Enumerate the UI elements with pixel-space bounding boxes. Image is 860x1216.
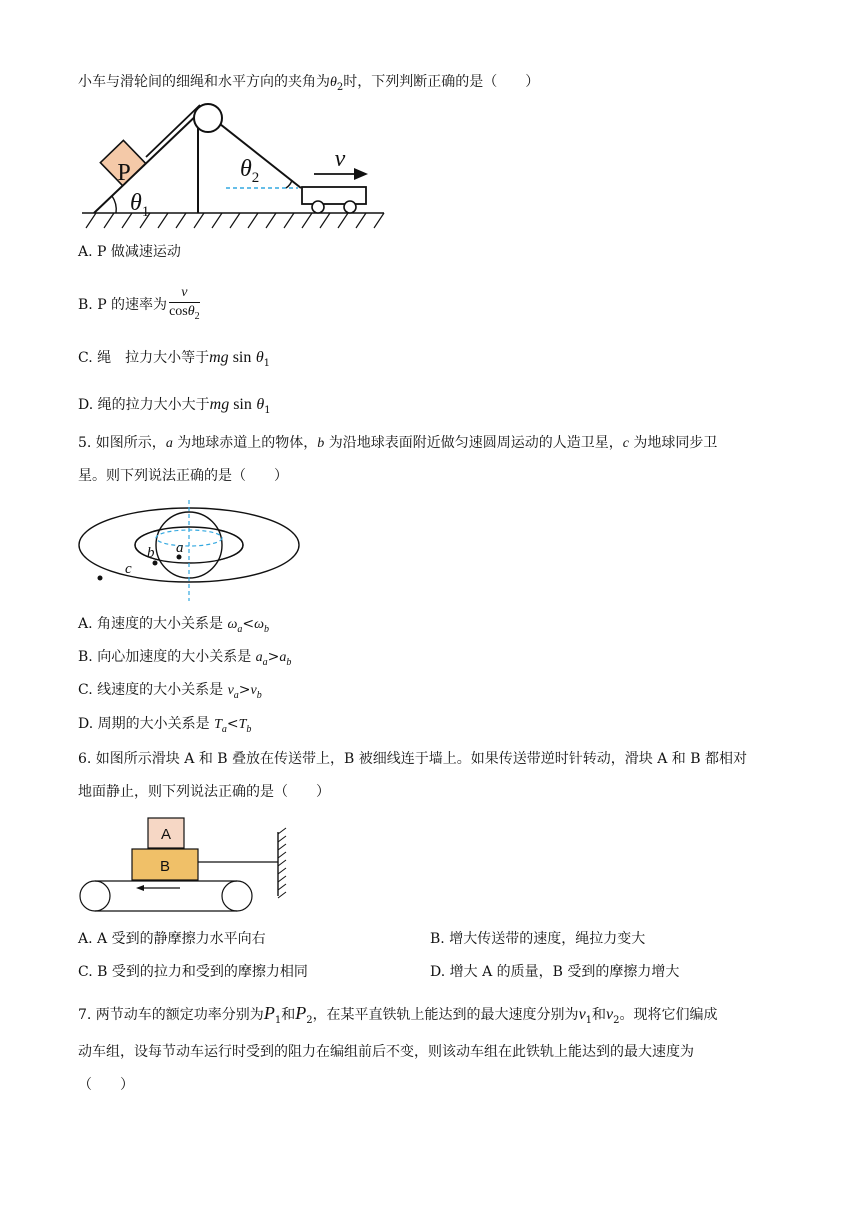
label-a: a [176,540,184,556]
point-c [98,576,103,581]
q5-stem-line2: 星。则下列说法正确的是（ ） [78,468,288,484]
block-p-label: P [117,160,131,186]
theta2-label: $\theta_2$ [240,156,260,186]
q4-option-c-text: C. 绳 拉力大小等于 [78,350,210,366]
q4-stem-text: 小车与滑轮间的细绳和水平方向的夹角为 [78,74,330,90]
q7-stem-line3: （ ） [78,1077,134,1093]
point-b [153,561,158,566]
block-a-label: A [160,826,172,843]
rope-incline [146,105,200,157]
label-c: c [125,561,132,577]
theta-subscript: 2 [336,81,344,93]
q4-option-c: C. 绳 拉力大小等于mg $\sin \theta_1$ [78,349,271,369]
q6-stem-line1: 6. 如图所示滑块 A 和 B 叠放在传送带上，B 被细线连于墙上。如果传送带逆时针转动，滑块 A 和 B 都相对 [78,751,747,767]
q5-option-a: A. 角速度的大小关系是 $\omega_a<\omega_b$ [78,616,269,635]
q6-option-b: B. 增大传送带的速度，绳拉力变大 [430,931,646,947]
formula-mg: mg [209,396,230,413]
q4-option-b-text: B. P 的速率为 [78,296,168,313]
roller-right [222,881,252,911]
q5-option-d: D. 周期的大小关系是 $T_a<T_b$ [78,716,252,735]
formula-mg: mg [209,349,229,366]
q4-option-b-fraction [169,284,200,326]
roller-left [80,881,110,911]
fraction-denominator: cosθ$_2$ [169,304,200,322]
q4-stem-text-end: 时，下列判断正确的是（ ） [343,74,540,90]
q5-option-c: C. 线速度的大小关系是 $v_a>v_b$ [78,682,262,701]
q7-stem-line1: 7. 两节动车的额定功率分别为$P_1$和$P_2$，在某平直铁轨上能达到的最大速度分别为$v_1$和$v_2$。现将它们编成 [78,1003,718,1026]
q5-orbit-figure [78,495,306,605]
fraction-numerator: v [169,284,200,303]
q6-stem-line2: 地面静止，则下列说法正确的是（ ） [78,784,330,800]
theta1-label: $\theta_1$ [130,190,150,220]
q4-option-d: D. 绳的拉力大小大于mg $\sin \theta_1$ [78,396,271,416]
q6-conveyor-figure [78,816,293,916]
q5-stem-line1: 5. 如图所示，a 为地球赤道上的物体，b 为沿地球表面附近做匀速圆周运动的人造卫星，c 为地球同步卫 [78,435,718,451]
q4-option-d-text: D. 绳的拉力大小大于 [78,397,210,413]
q7-stem-line2: 动车组，设每节动车运行时受到的阻力在编组前后不变，则该动车组在此铁轨上能达到的最大速度为 [78,1044,694,1060]
q4-incline-pulley-figure [78,100,388,235]
q6-option-d: D. 增大 A 的质量，B 受到的摩擦力增大 [430,964,680,980]
q6-option-a: A. A 受到的静摩擦力水平向右 [78,931,266,947]
block-b-label: B [159,858,171,875]
theta-symbol: θ [330,75,337,90]
velocity-label: v [334,146,346,172]
cart [302,187,366,204]
rope-cart [220,124,301,188]
q4-stem [78,72,539,98]
pulley [194,104,222,132]
label-b: b [147,545,155,561]
q4-option-b [78,284,200,326]
q6-option-c: C. B 受到的拉力和受到的摩擦力相同 [78,964,308,980]
q5-option-b: B. 向心加速度的大小关系是 $a_a>a_b$ [78,649,292,668]
q4-option-a: A. P 做减速运动 [78,244,181,260]
